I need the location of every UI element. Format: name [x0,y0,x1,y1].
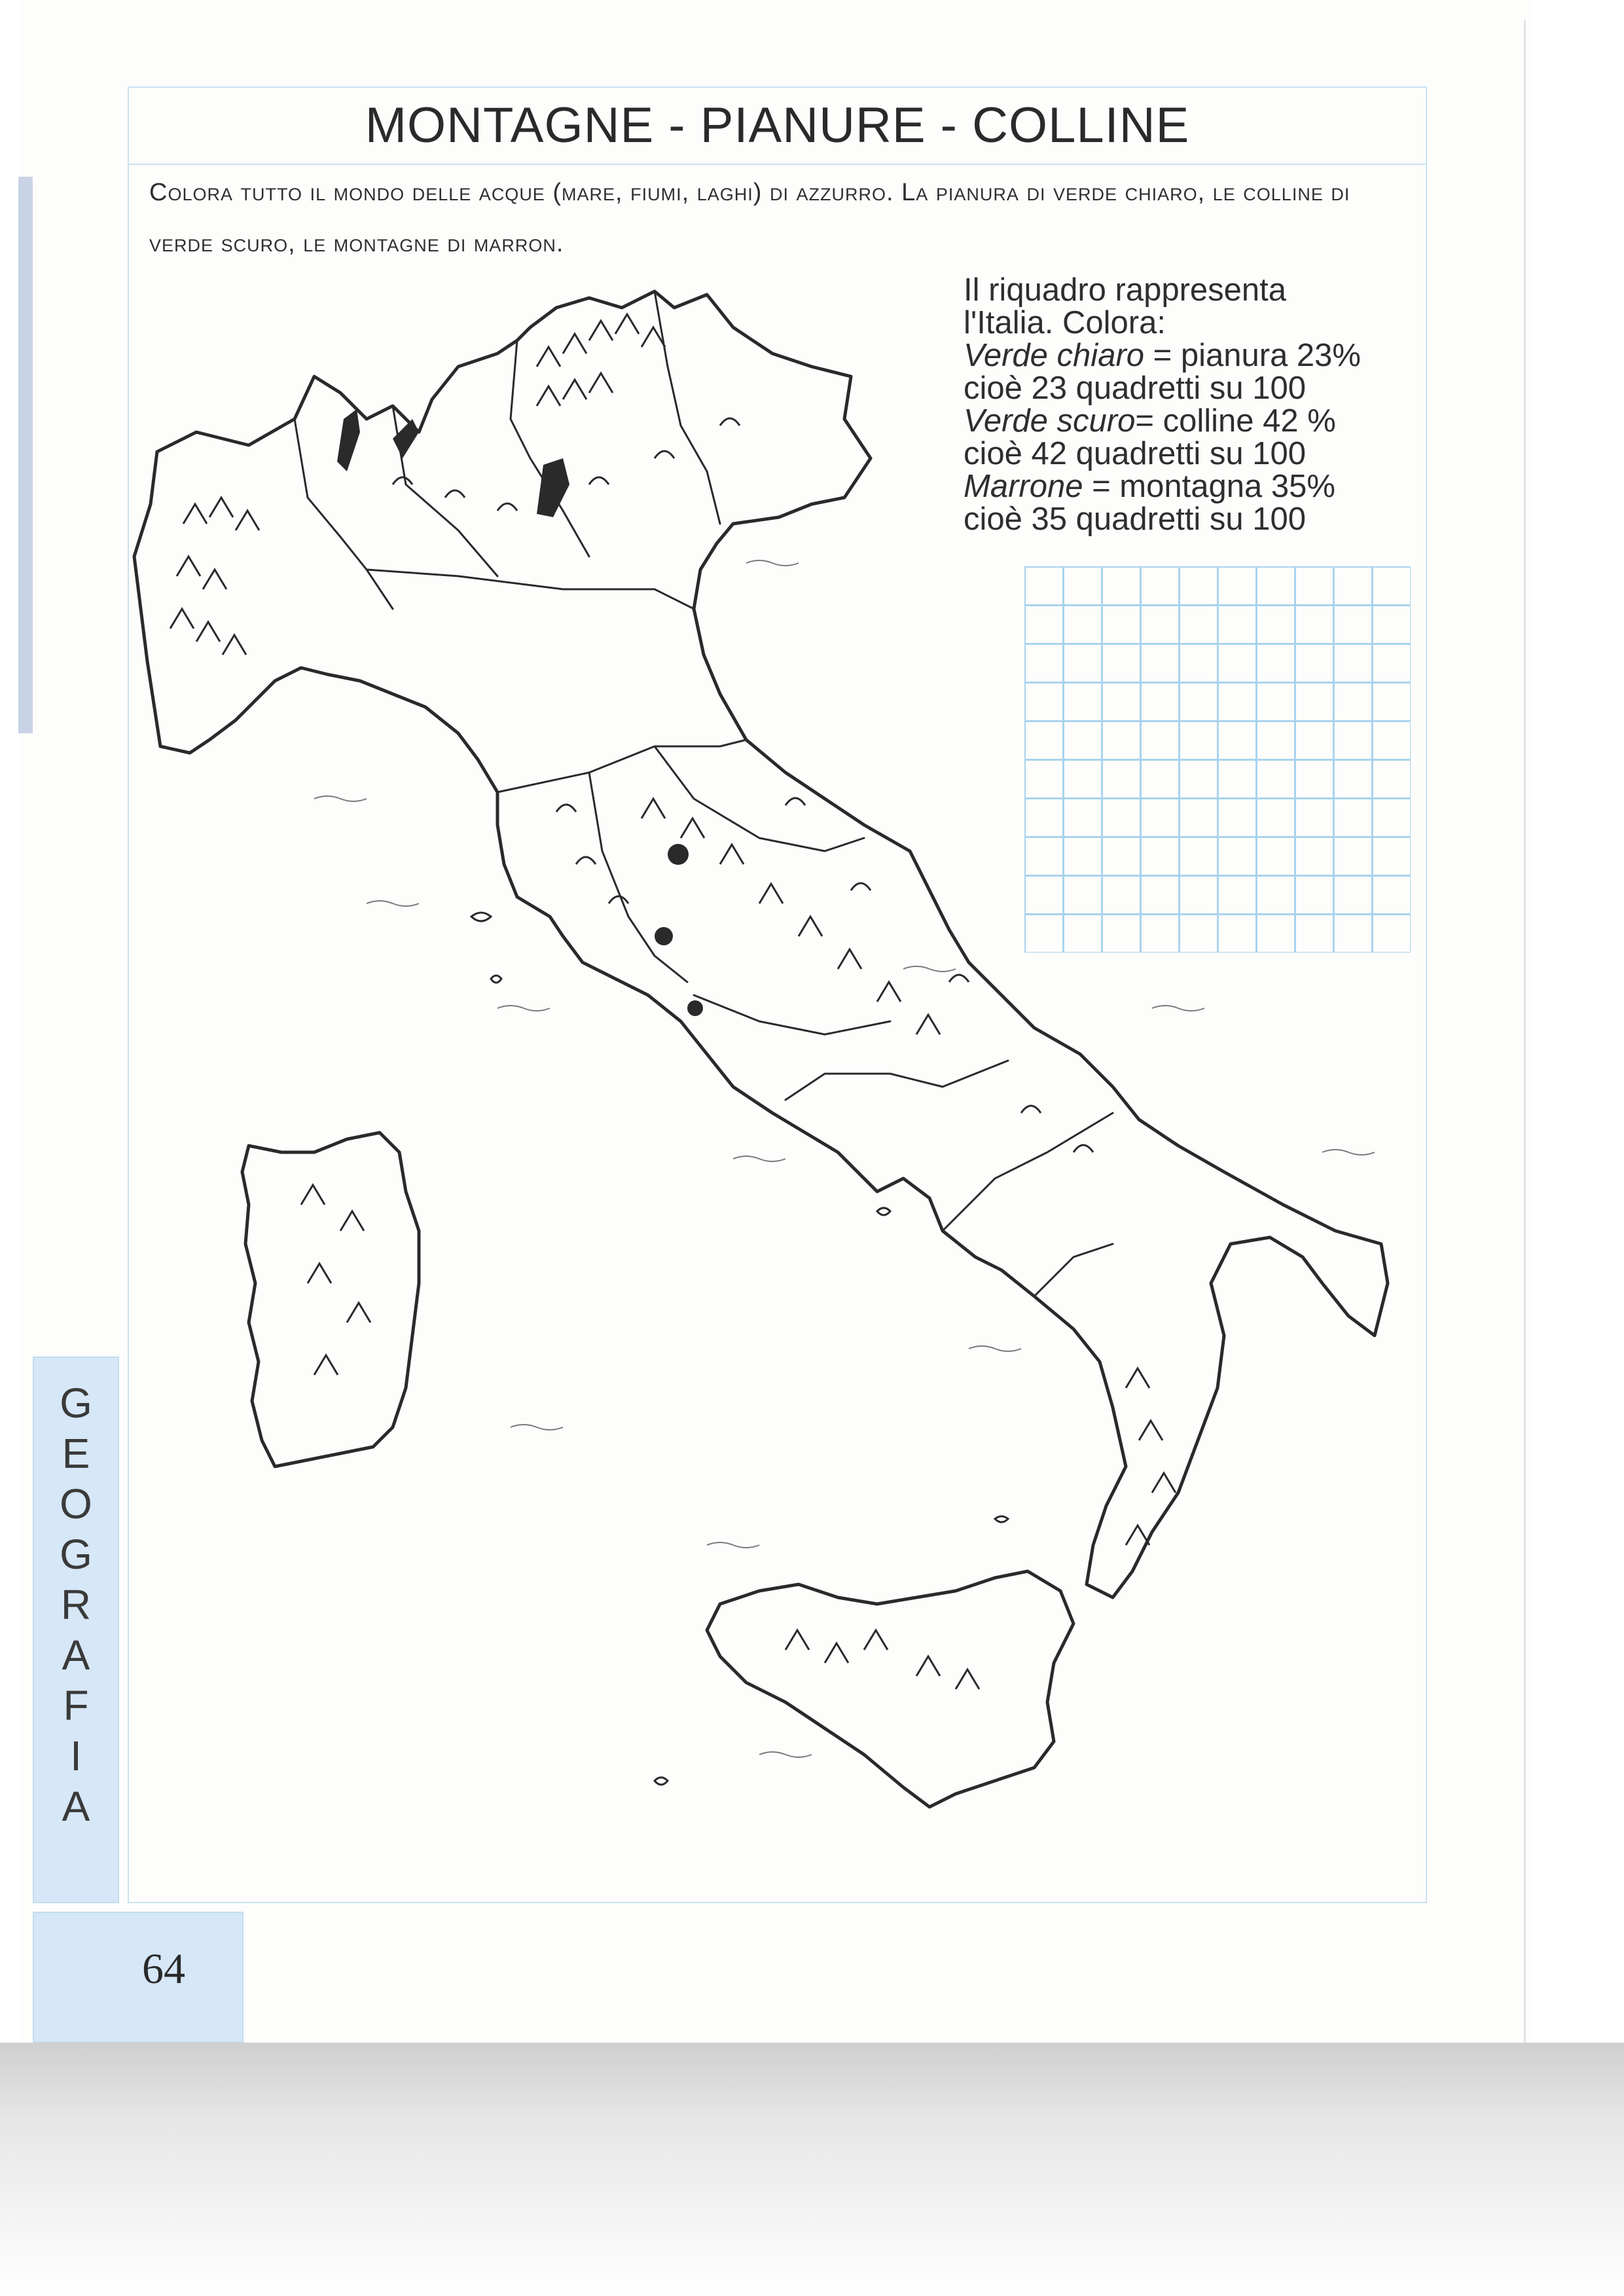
side-label [33,1378,119,1832]
page-title: MONTAGNE - PIANURE - COLLINE [365,98,1190,153]
light-green-note: cioè 23 quadretti su 100 [964,371,1307,406]
light-green-label: Verde chiaro [964,338,1145,373]
side-letter: E [62,1430,90,1477]
light-green-value: = pianura 23% [1144,338,1362,373]
brown-value: = montagna 35% [1083,469,1335,504]
lake-maggiore [337,409,360,471]
italy-peninsula-outline [134,291,1388,1597]
lake-garda [537,458,569,517]
side-letter: I [70,1732,82,1779]
sicily-outline [707,1571,1074,1807]
region-borders [295,291,1113,1296]
side-letter: G [60,1379,92,1427]
side-letter: A [62,1631,90,1679]
small-islands [471,913,1008,1785]
sardinia-outline [242,1133,419,1467]
dark-green-value: = colline 42 % [1135,403,1336,439]
side-letter: G [60,1531,92,1578]
instructions: Colora tutto il mondo delle acque (mare, fiumi, laghi) di azzurro. La pianura di verde chiaro, le colline di verde scuro, le montagne di marron. [149,179,1350,257]
dark-green-label: Verde scuro [964,403,1136,439]
side-letter: R [60,1581,92,1628]
lake-bracciano [687,1000,703,1016]
mountain-symbols [170,314,1176,1689]
dark-green-note: cioè 42 quadretti su 100 [964,436,1307,471]
lake-trasimeno [668,844,689,865]
info-line-1: Il riquadro rappresenta [964,272,1287,308]
lakes [337,409,703,1016]
brown-label: Marrone [964,469,1083,504]
hill-symbols [393,418,1093,1152]
side-letter: A [62,1783,90,1830]
lake-bolsena [655,927,673,945]
brown-note: cioè 35 quadretti su 100 [964,501,1307,537]
side-letter: O [60,1480,92,1527]
page-number: 64 [142,1945,185,1993]
info-line-2: l'Italia. Colora: [964,305,1166,340]
side-letter: F [63,1682,89,1729]
